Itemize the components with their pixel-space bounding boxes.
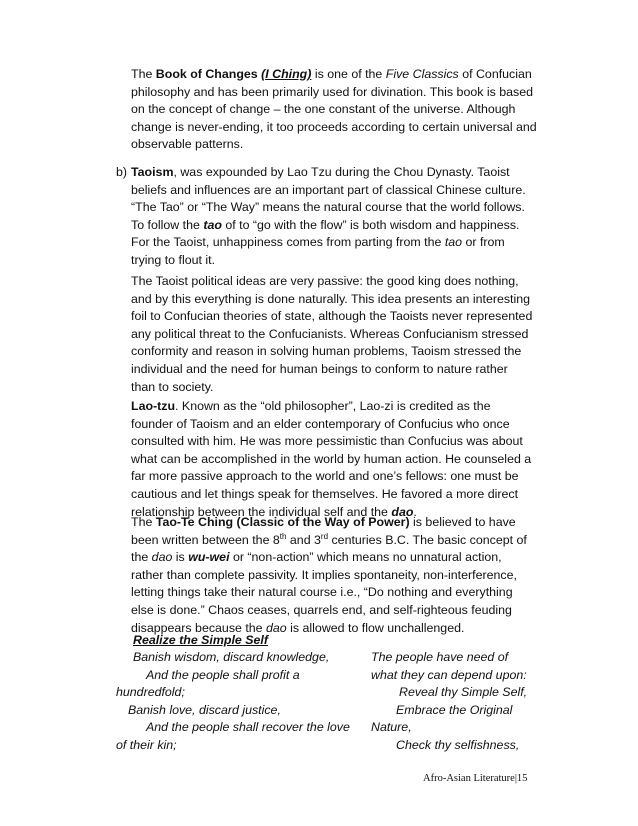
text-line: consulted with him. He was more pessimistic than Confucius was about [131,434,523,449]
poem-line: Embrace the Original [396,702,513,717]
poem-line: Nature, [371,720,412,735]
text-line: rather than complete passivity. It implies spontaneity, non-interference, [131,567,517,582]
poem-title: Realize the Simple Self [133,633,268,647]
text-line: To follow the tao of to “go with the flow” is both wisdom and happiness. [131,217,520,232]
poem-line: And the people shall recover the love [146,720,350,735]
paragraph-taoism [131,164,551,270]
poem-line: hundredfold; [116,685,185,700]
text-line: philosophy and has been primarily used for divination. This book is based [131,84,534,99]
poem-line: Banish wisdom, discard knowledge, [133,650,330,664]
text-line: cautious and let things speak for themselves. He favored a more direct [131,486,519,501]
poem-left-column [116,649,350,755]
text-line: what can be accomplished in the world by human action. He counseled a [131,451,532,466]
text-line: observable patterns. [131,137,244,152]
text-line: the dao is wu-wei or “non-action” which means no unnatural action, [131,550,502,565]
text-line: The Book of Changes (I Ching) is one of the Five Classics of Confucian [131,67,532,81]
page-footer: Afro-Asian Literature|15 [423,773,528,784]
text-line: For the Taoist, unhappiness comes from parting from the tao or from [131,235,505,250]
text-line: foil to Confucian theories of state, although the Taoists never represented [131,309,533,324]
paragraph-lao-tzu [131,398,551,521]
text-line: individual and the need for human beings to conform to nature rather [131,361,508,376]
poem-line: Banish love, discard justice, [128,702,281,717]
poem-line: And the people shall profit a [146,667,300,682]
text-line: on the concept of change – the one constant of the universe. Although [131,102,516,117]
text-line: beliefs and influences are an important part of classical Chinese culture. [131,182,526,197]
paragraph-book-of-changes [131,66,551,154]
poem-line: of their kin; [116,737,177,752]
poem-line: what they can depend upon: [371,667,527,682]
text-line: letting things take their natural course i.e., “Do nothing and everything [131,585,513,600]
text-line: relationship between the individual self and the dao. [131,504,417,519]
text-line: founder of Taoism and an elder contemporary of Confucius who once [131,416,510,431]
text-line: far more passive approach to the world and one’s fellows: one must be [131,469,519,484]
text-line: any political threat to the Confucianists. Whereas Confucianism stressed [131,326,529,341]
text-line: “The Tao” or “The Way” means the natural course that the world follows. [131,200,525,215]
text-line: Lao-tzu. Known as the “old philosopher”, Lao-zi is credited as the [131,399,491,413]
text-line: change is never-ending, it too proceeds according to certain universal and [131,119,537,134]
poem-line: Check thy selfishness, [396,737,520,752]
text-line: The Tao-Te Ching (Classic of the Way of Power) is believed to have [131,515,516,529]
text-line: disappears because the dao is allowed to flow unchallenged. [131,620,465,635]
text-line: The Taoist political ideas are very passive: the good king does nothing, [131,274,519,288]
paragraph-taoist-politics [131,273,551,396]
text-line: been written between the 8th and 3rd centuries B.C. The basic concept of [131,531,527,547]
poem-line: The people have need of [371,650,509,664]
text-line: conformity and reason in solving human problems, Taoism stressed the [131,344,522,359]
poem-line: Reveal thy Simple Self, [399,685,528,700]
text-line: Taoism, was expounded by Lao Tzu during the Chou Dynasty. Taoist [131,165,510,179]
text-line: and by this everything is done naturally. This idea presents an interesting [131,291,531,306]
list-marker-b: b) [116,165,128,179]
paragraph-tao-te-ching [131,514,551,637]
text-line: trying to flout it. [131,252,216,267]
text-line: than to society. [131,379,214,394]
text-line: else is done.” Chaos ceases, quarrels end, and self-righteous feuding [131,602,512,617]
poem-right-column [371,649,527,755]
